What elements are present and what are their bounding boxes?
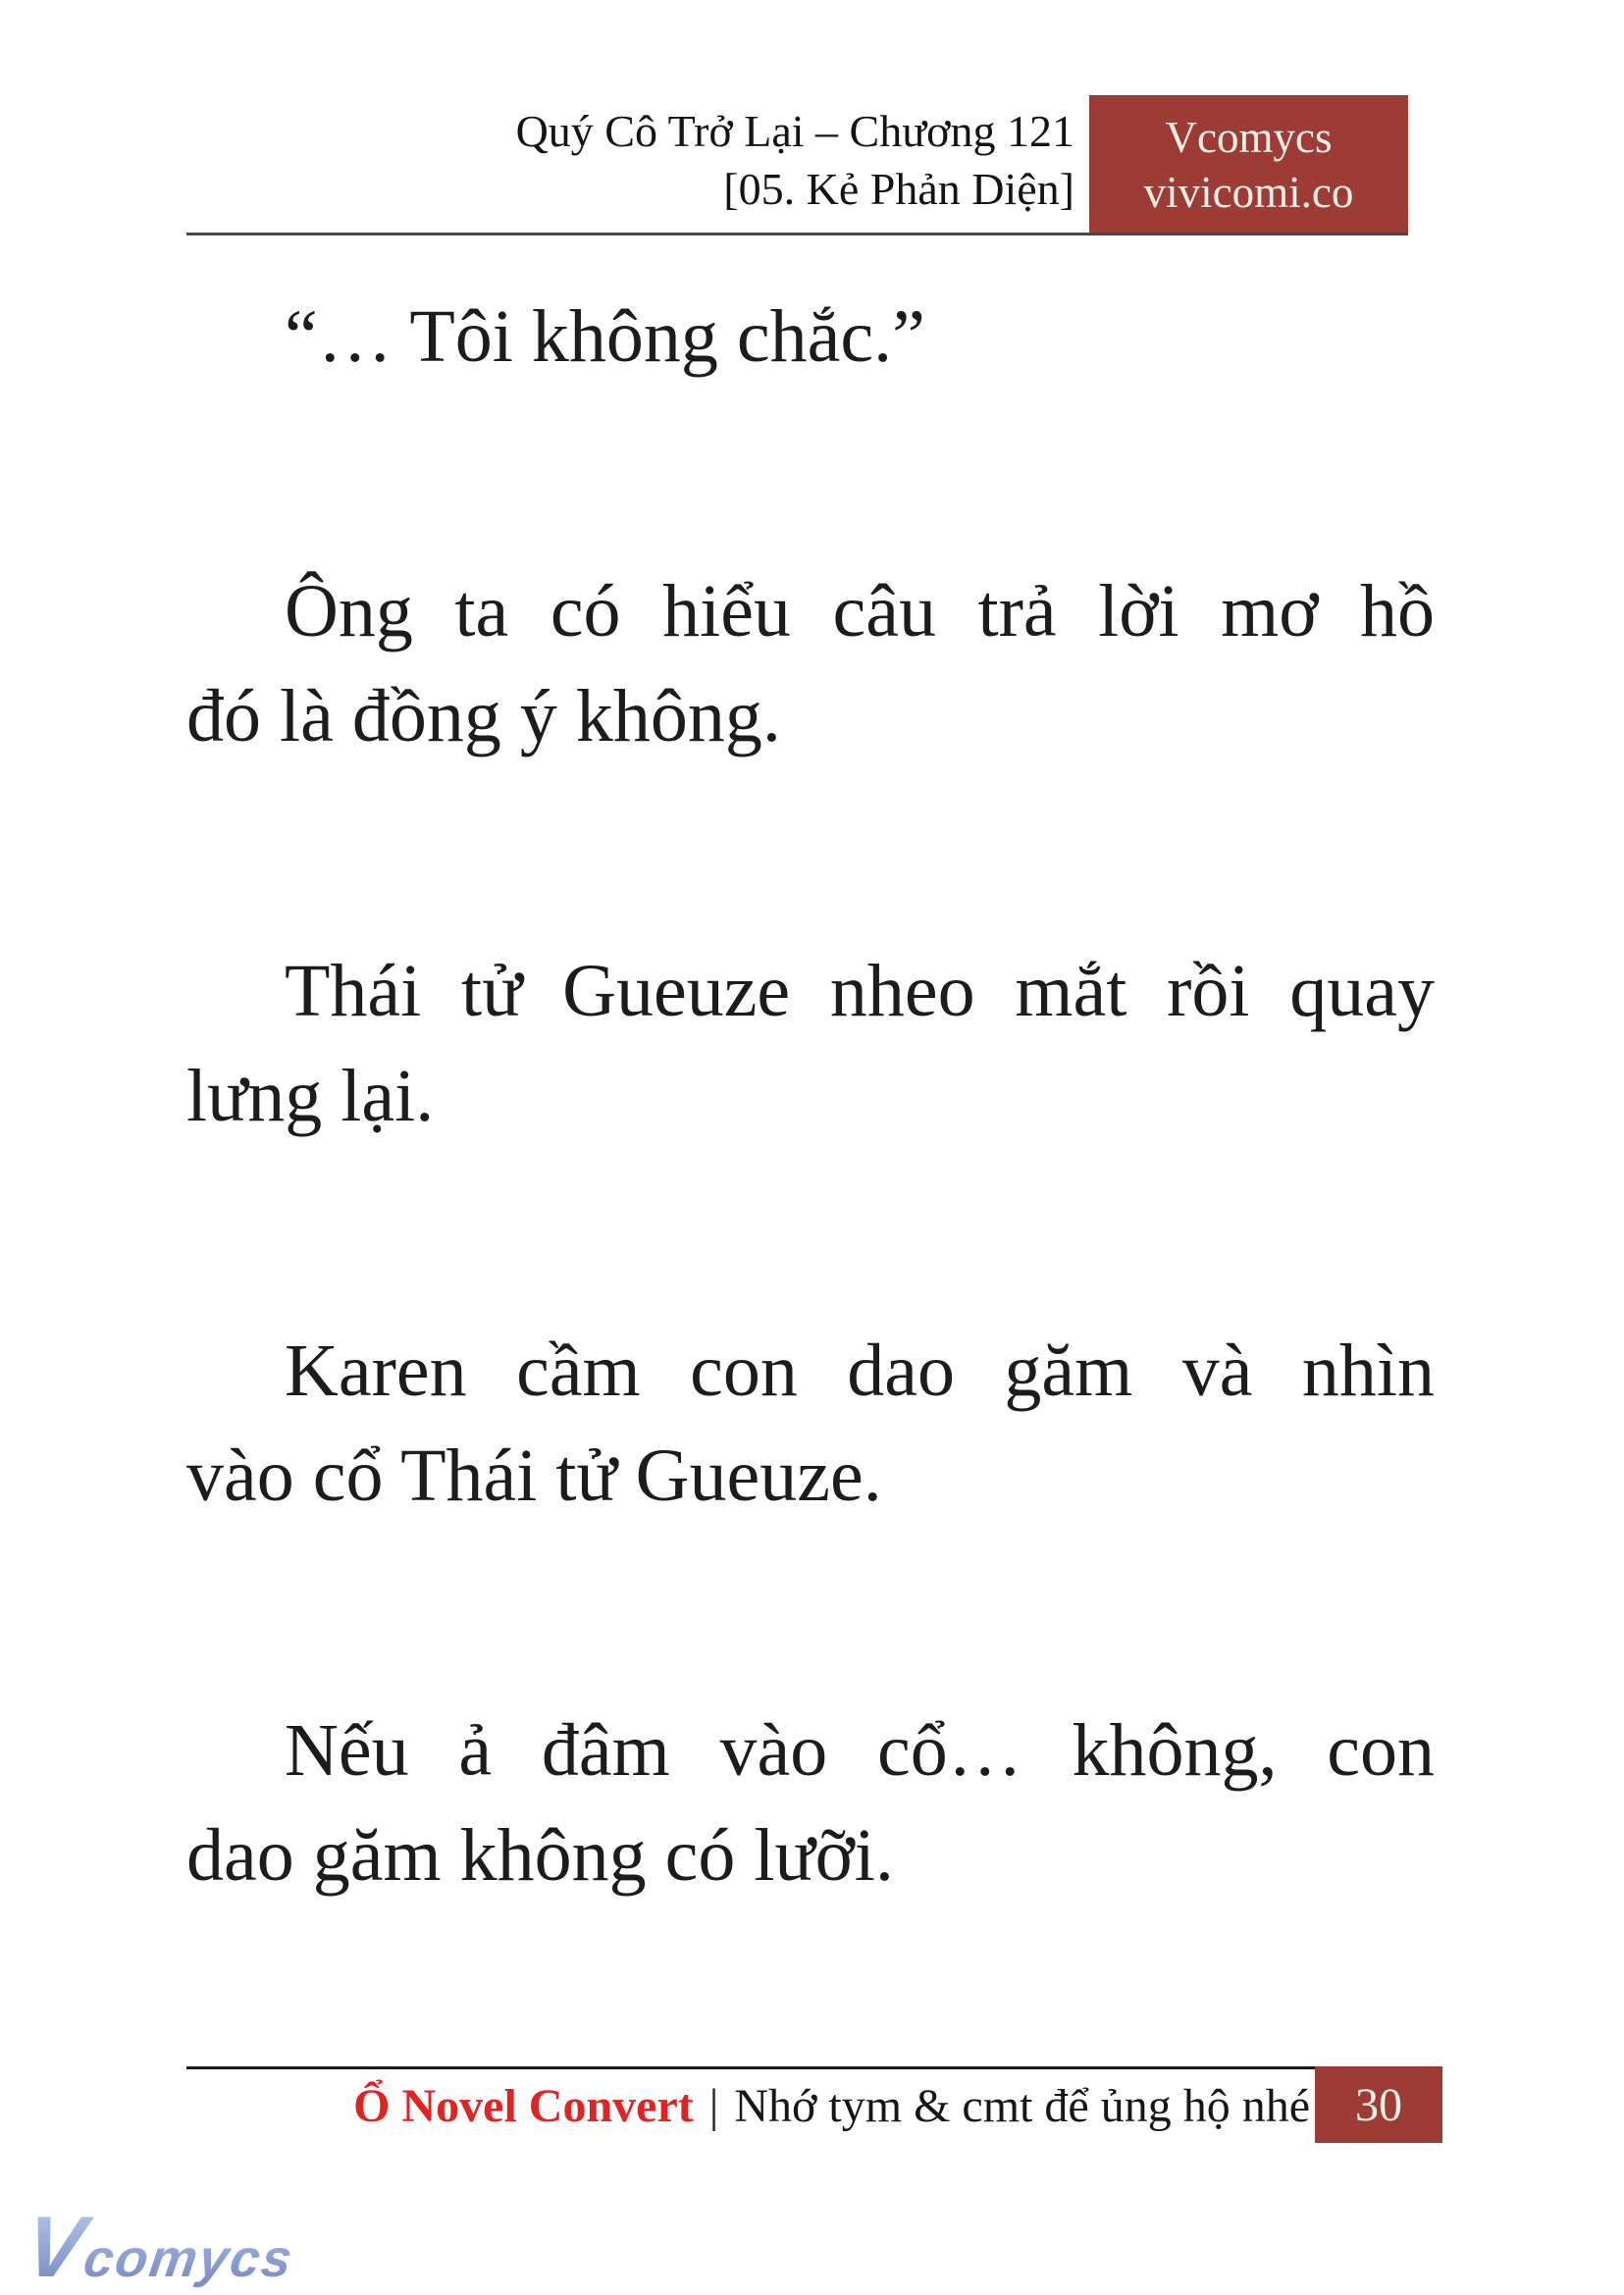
paragraph xyxy=(186,559,1435,769)
paragraph xyxy=(186,1698,1435,1908)
brand-name: Vcomycs xyxy=(1165,113,1333,162)
paragraph xyxy=(186,1319,1435,1529)
body-text xyxy=(186,236,1435,1908)
brand-domain: vivicomi.co xyxy=(1143,168,1354,217)
page-number: 30 xyxy=(1355,2078,1402,2131)
footer-rule xyxy=(186,2066,1315,2069)
text-line: vào cổ Thái tử Gueuze. xyxy=(186,1434,882,1517)
header-rule xyxy=(186,233,1408,235)
watermark-text: Vcomycs xyxy=(19,2206,300,2295)
paragraph xyxy=(186,939,1435,1149)
text-line: “… Tôi không chắc.” xyxy=(285,295,925,378)
footer-brand: Ổ Novel Convert xyxy=(353,2080,694,2132)
text-line: Karen cầm con dao găm và nhìn xyxy=(285,1330,1435,1412)
text-line: dao găm không có lưỡi. xyxy=(186,1814,894,1897)
footer xyxy=(353,2078,1310,2135)
chapter-subtitle: [05. Kẻ Phản Diện] xyxy=(723,164,1074,214)
page-number-box xyxy=(1315,2066,1442,2143)
watermark-logo xyxy=(19,2198,300,2295)
footer-message: Nhớ tym & cmt để ủng hộ nhé xyxy=(734,2080,1310,2132)
text-line: đó là đồng ý không. xyxy=(186,675,781,757)
chapter-title: Quý Cô Trở Lại – Chương 121 xyxy=(515,106,1074,156)
header xyxy=(516,102,1074,218)
text-line: Thái tử Gueuze nheo mắt rồi quay xyxy=(285,950,1435,1032)
footer-separator: | xyxy=(708,2080,719,2132)
brand-box xyxy=(1089,95,1408,235)
text-line: Ông ta có hiểu câu trả lời mơ hồ xyxy=(285,570,1435,652)
text-line: Nếu ả đâm vào cổ… không, con xyxy=(285,1709,1435,1792)
paragraph xyxy=(186,285,1435,390)
text-line: lưng lại. xyxy=(186,1055,435,1137)
